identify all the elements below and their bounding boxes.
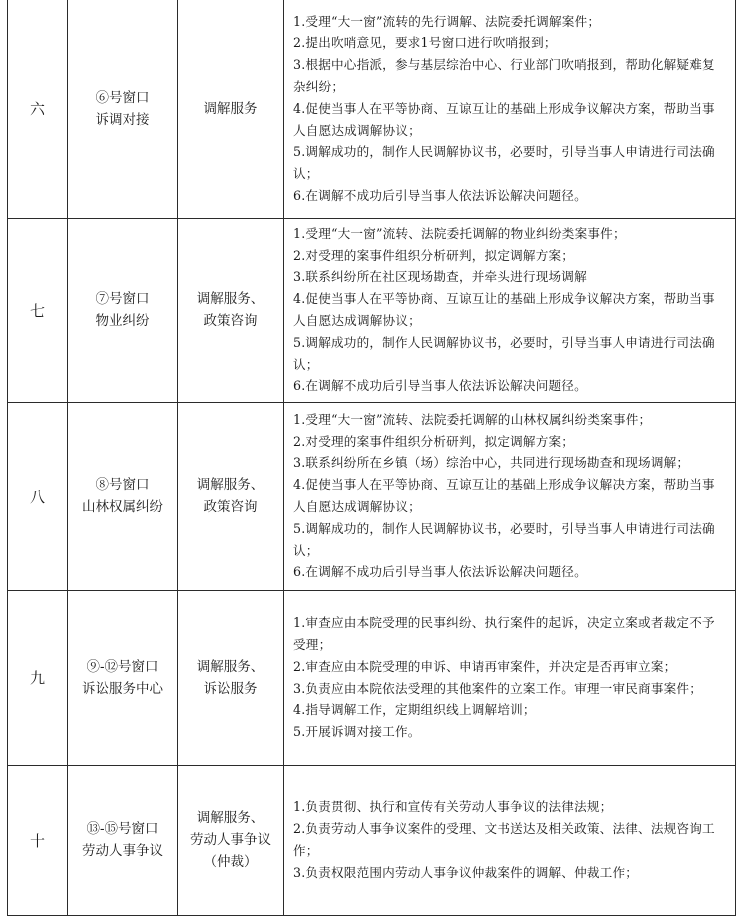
window-name: ⑧号窗口 山林权属纠纷	[68, 402, 178, 590]
duty-list	[284, 0, 736, 218]
duty-item: 3.负责权限范围内劳动人事争议仲裁案件的调解、仲裁工作；	[293, 864, 639, 880]
window-name: ⑨-⑫号窗口 诉讼服务中心	[68, 590, 178, 765]
duty-item: 1.受理“大一窗”流转、法院委托调解的物业纠纷类案事件；	[293, 225, 626, 241]
row-number: 九	[8, 590, 68, 765]
duty-item: 4.指导调解工作，定期组织线上调解培训；	[293, 702, 536, 718]
duty-item: 5.调解成功的，制作人民调解协议书，必要时，引导当事人申请进行司法确认；	[293, 520, 715, 558]
window-name: ⑥号窗口 诉调对接	[68, 0, 178, 218]
duty-item: 6.在调解不成功后引导当事人依法诉讼解决问题径。	[293, 188, 587, 204]
table-row	[8, 218, 736, 402]
service-window-table	[7, 0, 736, 916]
duty-item: 3.联系纠纷所在社区现场勘查，并牵头进行现场调解	[293, 269, 587, 285]
duty-list	[284, 402, 736, 590]
row-number: 六	[8, 0, 68, 218]
service-type: 调解服务、 诉讼服务	[178, 590, 284, 765]
duty-list	[284, 765, 736, 915]
service-type: 调解服务、 政策咨询	[178, 218, 284, 402]
service-type: 调解服务、 劳动人事争议 （仲裁）	[178, 765, 284, 915]
duty-item: 5.调解成功的，制作人民调解协议书，必要时，引导当事人申请进行司法确认；	[293, 334, 715, 372]
duty-item: 1.负责贯彻、执行和宣传有关劳动人事争议的法律法规；	[293, 799, 613, 815]
duty-item: 6.在调解不成功后引导当事人依法诉讼解决问题径。	[293, 378, 587, 394]
row-number: 七	[8, 218, 68, 402]
row-number: 十	[8, 765, 68, 915]
duty-item: 6.在调解不成功后引导当事人依法诉讼解决问题径。	[293, 564, 587, 580]
duty-item: 3.根据中心指派，参与基层综治中心、行业部门吹哨报到，帮助化解疑难复杂纠纷；	[293, 57, 715, 95]
duty-item: 4.促使当事人在平等协商、互谅互让的基础上形成争议解决方案，帮助当事人自愿达成调解协议；	[293, 100, 715, 138]
service-type: 调解服务、 政策咨询	[178, 402, 284, 590]
duty-item: 3.负责应由本院依法受理的其他案件的立案工作。审理一审民商事案件；	[293, 680, 703, 696]
duty-item: 2.提出吹哨意见，要求1号窗口进行吹哨报到；	[293, 35, 557, 51]
duty-item: 4.促使当事人在平等协商、互谅互让的基础上形成争议解决方案，帮助当事人自愿达成调解协议；	[293, 291, 715, 328]
duty-item: 1.受理“大一窗”流转、法院委托调解的山林权属纠纷类案事件；	[293, 411, 652, 427]
table-row	[8, 765, 736, 915]
duty-item: 2.对受理的案事件组织分析研判，拟定调解方案；	[293, 247, 575, 263]
duty-item: 5.调解成功的，制作人民调解协议书，必要时，引导当事人申请进行司法确认；	[293, 144, 715, 182]
table-row	[8, 0, 736, 218]
duty-list	[284, 218, 736, 402]
table-row	[8, 590, 736, 765]
service-type: 调解服务	[178, 0, 284, 218]
row-number: 八	[8, 402, 68, 590]
duty-item: 5.开展诉调对接工作。	[293, 724, 421, 740]
window-name: ⑦号窗口 物业纠纷	[68, 218, 178, 402]
duty-item: 2.负责劳动人事争议案件的受理、文书送达及相关政策、法律、法规咨询工作；	[293, 821, 715, 858]
duty-item: 1.审查应由本院受理的民事纠纷、执行案件的起诉，决定立案或者裁定不予受理；	[293, 615, 715, 652]
duty-item: 3.联系纠纷所在乡镇（场）综治中心，共同进行现场勘查和现场调解；	[293, 455, 690, 471]
duty-item: 2.对受理的案事件组织分析研判，拟定调解方案；	[293, 433, 575, 449]
duty-item: 2.审查应由本院受理的申诉、申请再审案件，并决定是否再审立案；	[293, 658, 677, 674]
duty-item: 4.促使当事人在平等协商、互谅互让的基础上形成争议解决方案，帮助当事人自愿达成调解协议；	[293, 477, 715, 514]
table-row	[8, 402, 736, 590]
window-name: ⑬-⑮号窗口 劳动人事争议	[68, 765, 178, 915]
duty-list	[284, 590, 736, 765]
duty-item: 1.受理“大一窗”流转的先行调解、法院委托调解案件；	[293, 13, 601, 29]
